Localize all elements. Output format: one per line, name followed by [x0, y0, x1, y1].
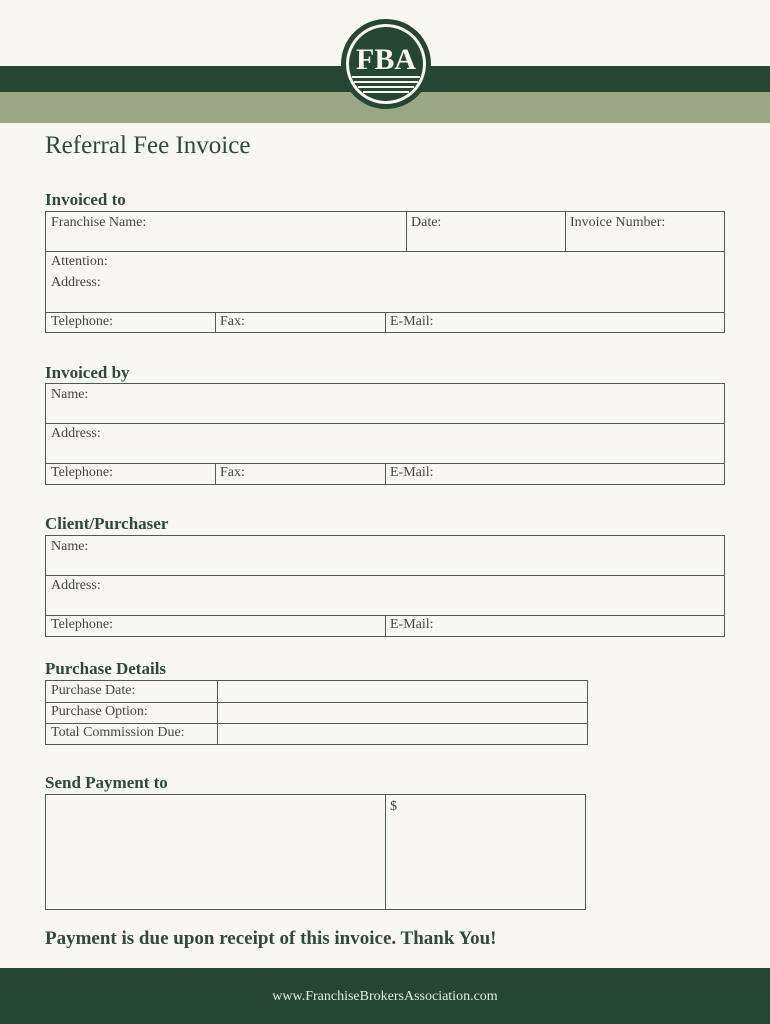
client-heading: Client/Purchaser	[45, 514, 169, 533]
purchase-heading: Purchase Details	[45, 659, 167, 678]
purchase-date-label: Purchase Date:	[51, 683, 136, 698]
name-field[interactable]: Name:	[51, 539, 89, 554]
fba-logo	[340, 18, 432, 110]
fax-field[interactable]: Fax:	[220, 314, 245, 329]
payment-address-field[interactable]	[46, 795, 385, 909]
purchase-option-field[interactable]	[217, 702, 587, 723]
fax-field[interactable]: Fax:	[220, 465, 245, 480]
invoiced-to-heading: Invoiced to	[45, 190, 126, 209]
telephone-field[interactable]: Telephone:	[51, 617, 113, 632]
total-commission-field[interactable]	[217, 723, 587, 744]
payment-heading: Send Payment to	[45, 773, 168, 792]
address-field[interactable]: Address:	[51, 426, 101, 441]
invoice-number-field[interactable]: Invoice Number:	[570, 215, 666, 230]
page-title: Referral Fee Invoice	[45, 132, 251, 159]
thank-you-note: Payment is due upon receipt of this invoice. Thank You!	[45, 928, 497, 949]
telephone-field[interactable]: Telephone:	[51, 465, 113, 480]
address-field[interactable]: Address:	[51, 578, 101, 593]
payment-amount-field[interactable]: $	[390, 799, 397, 814]
purchase-option-label: Purchase Option:	[51, 704, 148, 719]
client-box	[45, 535, 725, 637]
email-field[interactable]: E-Mail:	[390, 465, 434, 480]
name-field[interactable]: Name:	[51, 387, 89, 402]
invoiced-by-heading: Invoiced by	[45, 363, 130, 382]
invoiced-to-box	[45, 211, 725, 333]
purchase-date-field[interactable]	[217, 681, 587, 702]
total-commission-label: Total Commission Due:	[51, 725, 185, 740]
email-field[interactable]: E-Mail:	[390, 617, 434, 632]
payment-box	[45, 794, 586, 910]
telephone-field[interactable]: Telephone:	[51, 314, 113, 329]
date-field[interactable]: Date:	[411, 215, 442, 230]
website-link[interactable]: www.FranchiseBrokersAssociation.com	[272, 989, 498, 1004]
attention-field[interactable]: Attention:	[51, 254, 108, 269]
logo-text: FBA	[356, 43, 416, 76]
franchise-name-field[interactable]: Franchise Name:	[51, 215, 147, 230]
email-field[interactable]: E-Mail:	[390, 314, 434, 329]
address-field[interactable]: Address:	[51, 275, 101, 290]
invoiced-by-box	[45, 383, 725, 485]
purchase-box	[45, 680, 588, 745]
